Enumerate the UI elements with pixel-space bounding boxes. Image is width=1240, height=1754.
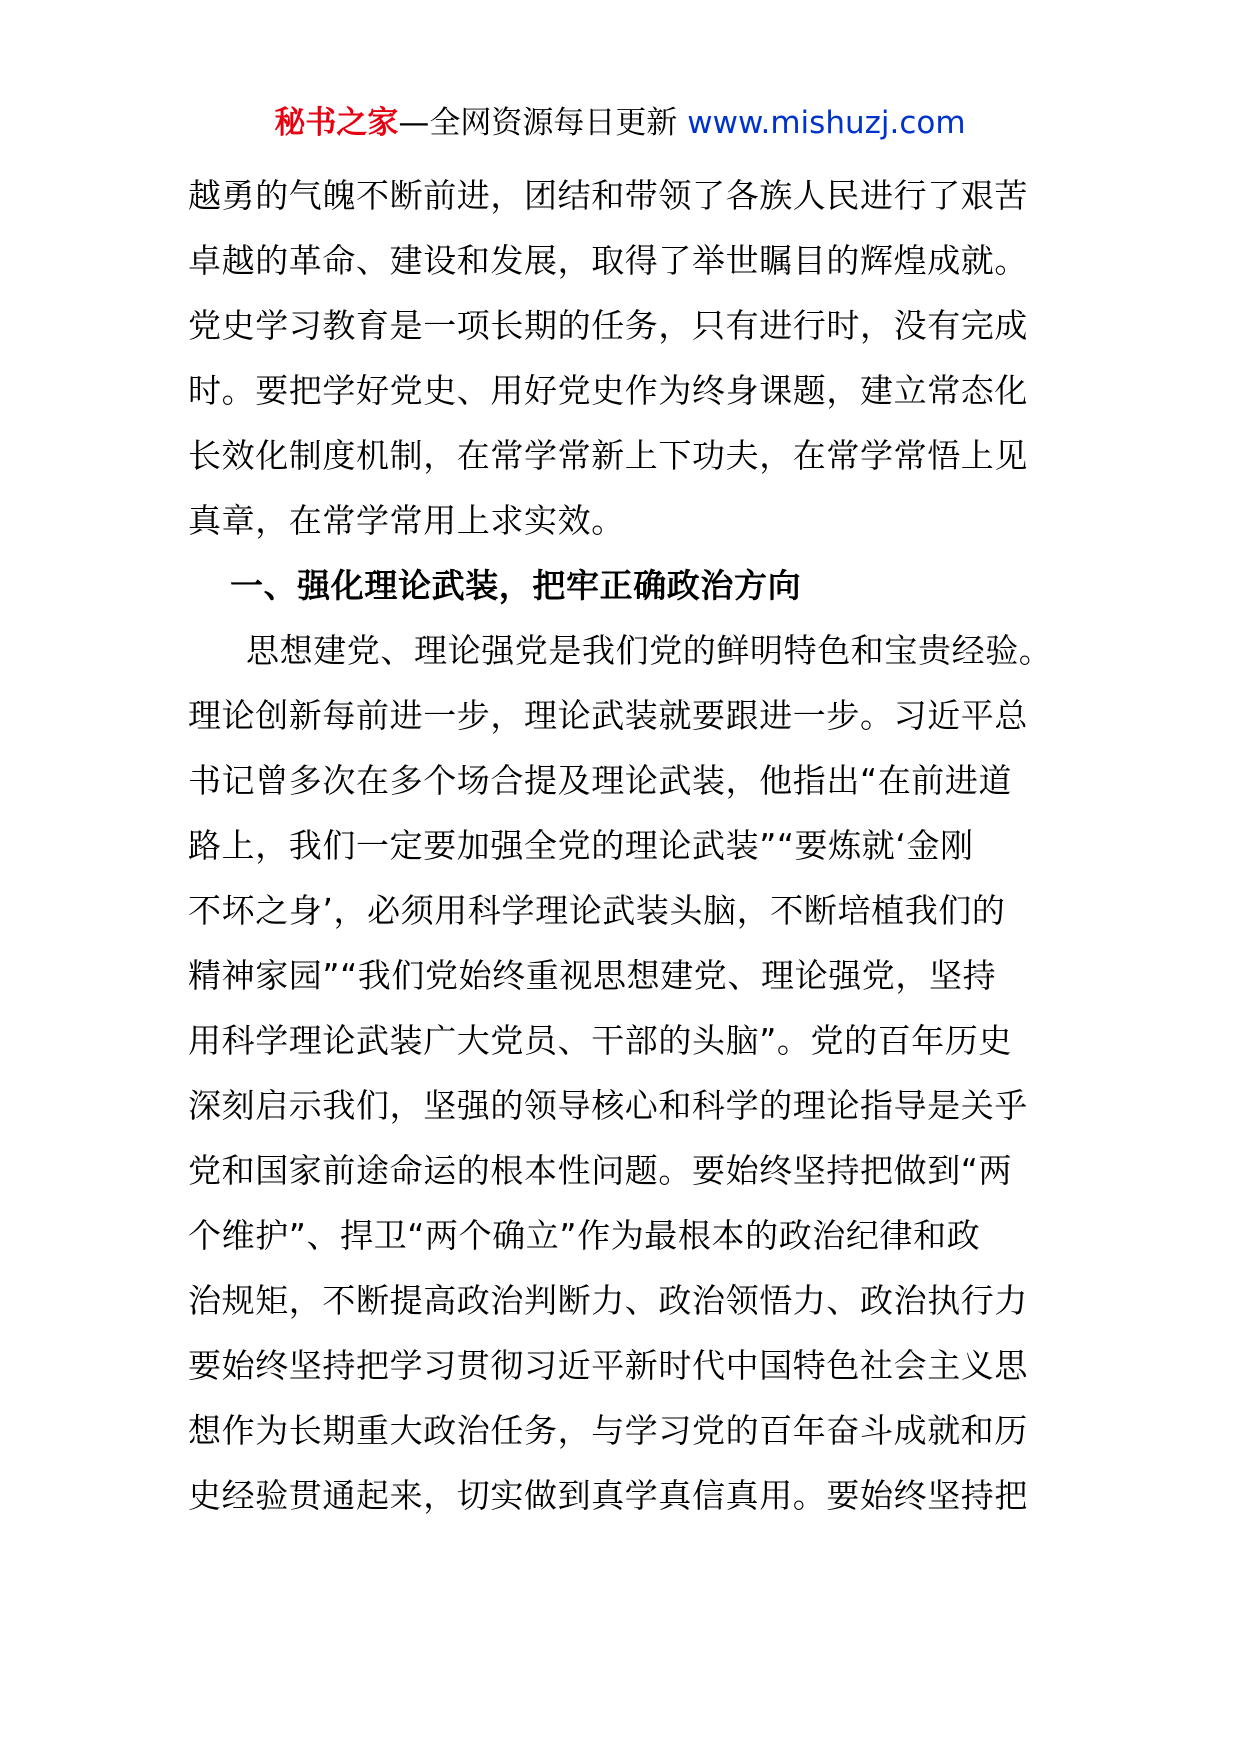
paragraph-line: 时。要把学好党史、用好党史作为终身课题，建立常态化 [188, 371, 1028, 410]
paragraph-line: 要始终坚持把学习贯彻习近平新时代中国特色社会主义思 [188, 1346, 1028, 1385]
paragraph-line: 史经验贯通起来，切实做到真学真信真用。要始终坚持把 [188, 1476, 1028, 1515]
paragraph-line: 长效化制度机制，在常学常新上下功夫，在常学常悟上见 [188, 436, 1028, 475]
paragraph-line: 党史学习教育是一项长期的任务，只有进行时，没有完成 [188, 306, 1028, 345]
paragraph-line: 书记曾多次在多个场合提及理论武装，他指出“在前进道 [188, 761, 1013, 800]
paragraph-line: 路上，我们一定要加强全党的理论武装”“要炼就‘金刚 [188, 826, 974, 865]
paragraph-line: 卓越的革命、建设和发展，取得了举世瞩目的辉煌成就。 [188, 241, 1028, 280]
paragraph-line: 用科学理论武装广大党员、干部的头脑”。党的百年历史 [188, 1021, 1013, 1060]
paragraph-line: 深刻启示我们，坚强的领导核心和科学的理论指导是关乎 [188, 1086, 1028, 1125]
paragraph-line: 理论创新每前进一步，理论武装就要跟进一步。习近平总 [188, 696, 1028, 735]
website-url[interactable]: www.mishuzj.com [687, 105, 966, 141]
paragraph-line: 党和国家前途命运的根本性问题。要始终坚持把做到“两 [188, 1151, 1013, 1190]
paragraph-line: 想作为长期重大政治任务，与学习党的百年奋斗成就和历 [188, 1411, 1028, 1450]
paragraph-line: 治规矩，不断提高政治判断力、政治领悟力、政治执行力 [188, 1281, 1028, 1320]
watermark-header [0, 100, 1240, 146]
header-slogan: —全网资源每日更新 [398, 105, 688, 141]
paragraph-line: 越勇的气魄不断前进，团结和带领了各族人民进行了艰苦 [188, 176, 1028, 215]
section-heading: 一、强化理论武装，把牢正确政治方向 [230, 566, 802, 605]
document-body [188, 163, 1068, 1528]
paragraph-line: 个维护”、捍卫“两个确立”作为最根本的政治纪律和政 [188, 1216, 981, 1255]
paragraph-line: 不坏之身’，必须用科学理论武装头脑，不断培植我们的 [188, 891, 1006, 930]
brand-name: 秘书之家 [274, 105, 399, 141]
paragraph-line: 思想建党、理论强党是我们党的鲜明特色和宝贵经验。 [246, 631, 1053, 670]
paragraph-line: 精神家园”“我们党始终重视思想建党、理论强党，坚持 [188, 956, 997, 995]
paragraph-line: 真章，在常学常用上求实效。 [188, 501, 625, 540]
